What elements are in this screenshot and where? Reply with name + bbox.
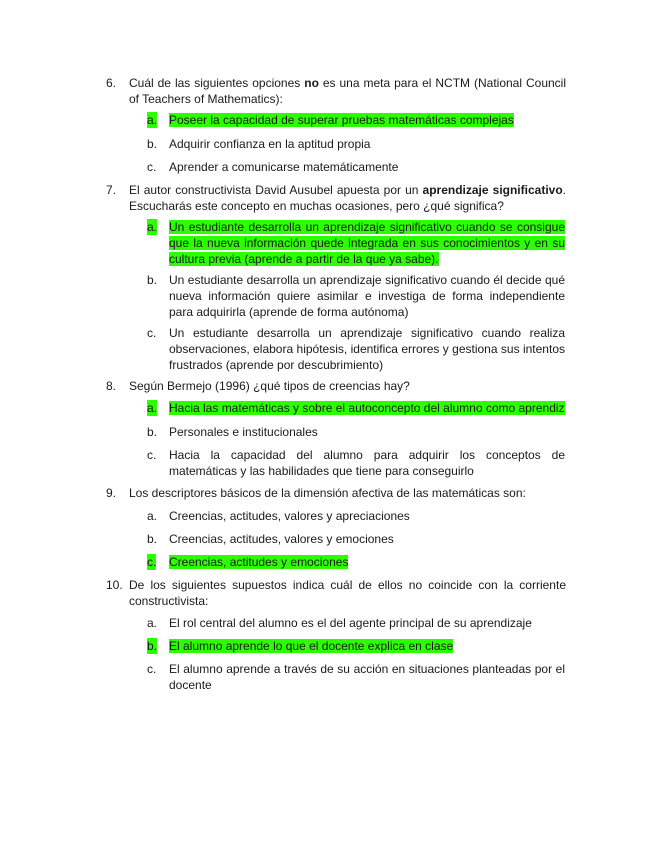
option-text: Creencias, actitudes, valores y emociones: [169, 532, 394, 546]
option-letter: c.: [147, 448, 157, 462]
question-number: 8.: [106, 379, 117, 393]
question-text: Según Bermejo (1996) ¿qué tipos de creencias hay?: [129, 379, 410, 393]
option-letter: c.: [147, 160, 157, 174]
option-text: Aprender a comunicarse matemáticamente: [169, 160, 399, 174]
option-letter: a.: [147, 509, 158, 523]
option-text: Creencias, actitudes, valores y apreciaciones: [169, 509, 410, 523]
option-8c: [147, 447, 565, 479]
option-text: Adquirir confianza en la aptitud propia: [169, 137, 371, 151]
option-10c: [147, 661, 565, 693]
option-text: Un estudiante desarrolla un aprendizaje significativo cuando realiza observaciones, elabora hipótesis, identifica errores y gestiona sus intentos frustrados (aprende por descubrimiento): [169, 326, 565, 372]
option-text: Creencias, actitudes y emociones: [169, 555, 349, 569]
option-7a: [147, 219, 565, 267]
question-text: El autor constructivista David Ausubel apuesta por un aprendizaje significativo. Escucharás este concepto en muchas ocasiones, pero ¿qué significa?: [129, 183, 566, 213]
option-8a: [147, 400, 565, 416]
option-letter: b.: [147, 425, 158, 439]
question-6: [106, 75, 566, 107]
option-7c: [147, 325, 565, 373]
question-number: 7.: [106, 183, 117, 197]
option-text: El alumno aprende a través de su acción en situaciones planteadas por el docente: [169, 662, 565, 692]
option-text: Poseer la capacidad de superar pruebas matemáticas complejas: [169, 113, 514, 127]
question-10: [106, 577, 566, 609]
question-number: 10.: [106, 578, 123, 592]
option-text: El rol central del alumno es el del agente principal de su aprendizaje: [169, 616, 532, 630]
question-text: Cuál de las siguientes opciones no es una meta para el NCTM (National Council of Teachers of Mathematics):: [129, 76, 567, 106]
question-8: [106, 378, 566, 394]
option-6c: [147, 159, 565, 175]
option-letter: a.: [147, 113, 158, 127]
option-letter: b.: [147, 532, 158, 546]
option-text: Un estudiante desarrolla un aprendizaje significativo cuando se consigue que la nueva información quede integrada en sus conocimientos y en su cultura previa (aprende a partir de la que ya sabe).: [169, 220, 565, 266]
option-6a: [147, 112, 565, 128]
option-7b: [147, 272, 565, 320]
option-text: El alumno aprende lo que el docente explica en clase: [169, 639, 454, 653]
option-8b: [147, 424, 565, 440]
option-letter: b.: [147, 137, 158, 151]
question-7: [106, 182, 566, 214]
option-letter: b.: [147, 273, 158, 287]
option-9b: [147, 531, 565, 547]
option-letter: c.: [147, 326, 157, 340]
option-9c: [147, 554, 565, 570]
option-letter: a.: [147, 220, 158, 234]
option-letter: a.: [147, 616, 158, 630]
question-number: 6.: [106, 76, 117, 90]
option-text: Hacia la capacidad del alumno para adquirir los conceptos de matemáticas y las habilidades que tiene para conseguirlo: [169, 448, 565, 478]
option-text: Hacia las matemáticas y sobre el autoconcepto del alumno como aprendiz: [169, 401, 565, 415]
question-text: De los siguientes supuestos indica cuál de ellos no coincide con la corriente constructivista:: [129, 578, 566, 608]
option-text: Personales e institucionales: [169, 425, 318, 439]
option-letter: b.: [147, 639, 158, 653]
option-text: Un estudiante desarrolla un aprendizaje significativo cuando él decide qué nueva información quiere asimilar e investiga de forma independiente para adquirirla (aprende de forma autónoma): [169, 273, 565, 319]
option-letter: a.: [147, 401, 158, 415]
option-letter: c.: [147, 555, 157, 569]
question-text: Los descriptores básicos de la dimensión afectiva de las matemáticas son:: [129, 486, 526, 500]
question-number: 9.: [106, 486, 117, 500]
question-9: [106, 485, 566, 501]
option-9a: [147, 508, 565, 524]
option-10a: [147, 615, 565, 631]
option-10b: [147, 638, 565, 654]
option-6b: [147, 136, 565, 152]
option-letter: c.: [147, 662, 157, 676]
